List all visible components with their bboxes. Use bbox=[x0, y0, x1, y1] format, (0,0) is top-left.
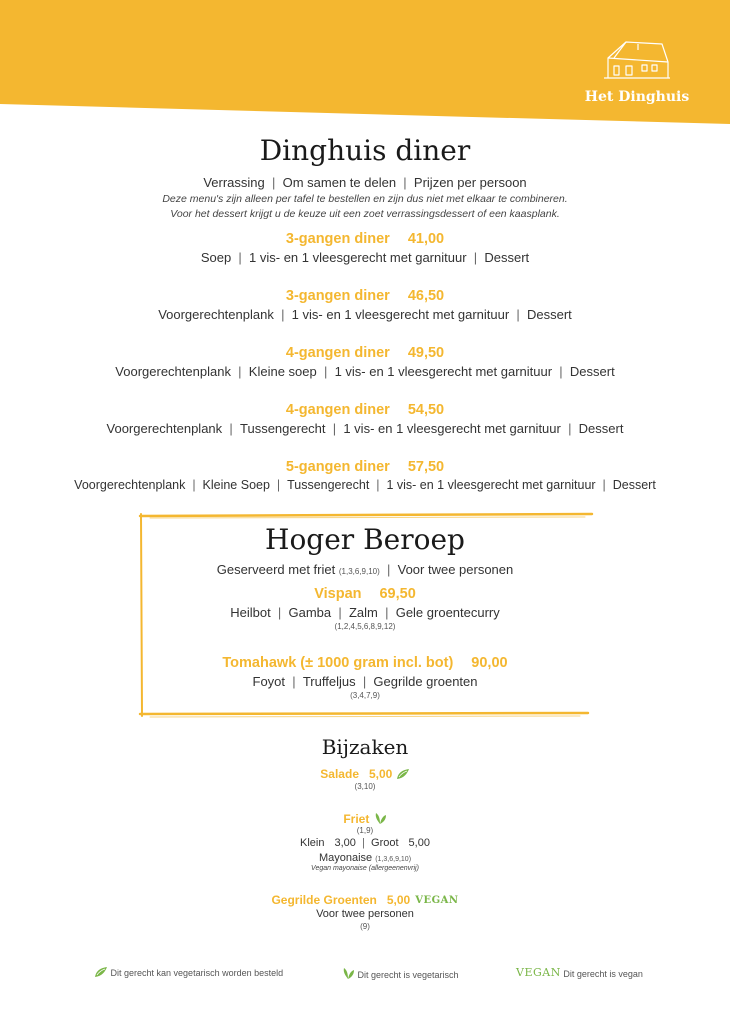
menu-price: 57,50 bbox=[407, 459, 445, 475]
menu-price: 49,50 bbox=[407, 345, 445, 361]
menu-4-desc: Voorgerechtenplank | Tussengerecht | 1 vis- en 1 vleesgerecht met garnituur | Dessert bbox=[106, 421, 624, 436]
can-vegetarian-icon bbox=[94, 966, 108, 980]
tomahawk-desc: Foyot | Truffeljus | Gegrilde groenten bbox=[252, 674, 478, 689]
groenten-desc: Voor twee personen bbox=[316, 908, 414, 920]
diner-note-1: Deze menu's zijn alleen per tafel te bestellen en zijn dus niet met elkaar te combineren. bbox=[162, 193, 568, 205]
menu-3-desc: Voorgerechtenplank | Kleine soep | 1 vis- en 1 vleesgerecht met garnituur | Dessert bbox=[115, 364, 615, 379]
bijzaken-title: Bijzaken bbox=[321, 735, 409, 759]
legend-text: Dit gerecht is vegan bbox=[563, 969, 643, 979]
dish-price: 90,00 bbox=[471, 655, 508, 671]
side-title: Friet bbox=[343, 812, 370, 826]
hoger-title: Hoger Beroep bbox=[265, 523, 465, 556]
legend-vegetarian bbox=[341, 966, 459, 982]
friet-vegan-mayo: Vegan mayonaise (allergeenenvrij) bbox=[311, 865, 419, 872]
legend-text: Dit gerecht is vegetarisch bbox=[357, 970, 459, 980]
salade-heading bbox=[0, 767, 730, 783]
side-title: Salade bbox=[320, 767, 359, 781]
subtitle-part: Om samen te delen bbox=[282, 175, 397, 190]
menu-title: 5-gangen diner bbox=[285, 459, 390, 475]
friet-mayo: Mayonaise (1,3,6,9,10) bbox=[318, 852, 412, 864]
menu-price: 46,50 bbox=[407, 288, 445, 304]
groenten-allergens: (9) bbox=[360, 922, 370, 931]
menu-1-heading bbox=[0, 231, 730, 247]
diner-subtitle: Verrassing | Om samen te delen | Prijzen per persoon bbox=[203, 175, 527, 190]
vispan-allergens: (1,2,4,5,6,8,9,12) bbox=[334, 622, 396, 631]
logo bbox=[582, 38, 692, 105]
menu-price: 54,50 bbox=[407, 402, 445, 418]
menu-title: 3-gangen diner bbox=[285, 231, 390, 247]
menu-1-desc: Soep | 1 vis- en 1 vleesgerecht met garnituur | Dessert bbox=[200, 250, 530, 265]
legend-can-vegetarian bbox=[94, 966, 283, 980]
salade-allergens: (3,10) bbox=[354, 782, 376, 791]
side-price: 5,00 bbox=[369, 767, 393, 781]
can-vegetarian-icon bbox=[396, 768, 410, 783]
menu-2-desc: Voorgerechtenplank | 1 vis- en 1 vleesgerecht met garnituur | Dessert bbox=[158, 307, 572, 322]
diner-note-2: Voor het dessert krijgt u de keuze uit een zoet verrassingsdessert of een kaasplank. bbox=[170, 208, 560, 220]
dish-title: Vispan bbox=[314, 586, 362, 602]
menu-2-heading bbox=[0, 288, 730, 304]
tomahawk-heading bbox=[0, 655, 730, 671]
vegetarian-icon bbox=[341, 966, 355, 982]
vegan-badge: VEGAN bbox=[415, 895, 459, 906]
menu-title: 4-gangen diner bbox=[285, 402, 390, 418]
friet-sizes: Klein 3,00 | Groot 5,00 bbox=[300, 837, 430, 849]
legend-text: Dit gerecht kan vegetarisch worden besteld bbox=[110, 968, 284, 978]
menu-3-heading bbox=[0, 345, 730, 361]
house-icon bbox=[602, 38, 672, 82]
hoger-subtitle: Geserveerd met friet (1,3,6,9,10) | Voor twee personen bbox=[216, 562, 514, 577]
menu-4-heading bbox=[0, 402, 730, 418]
dish-title: Tomahawk (± 1000 gram incl. bot) bbox=[222, 655, 454, 671]
side-title: Gegrilde Groenten bbox=[271, 893, 377, 907]
side-price: 5,00 bbox=[386, 893, 411, 907]
groenten-heading bbox=[0, 893, 730, 907]
friet-allergens: (1,9) bbox=[356, 826, 374, 835]
vispan-desc: Heilbot | Gamba | Zalm | Gele groentecurry bbox=[230, 605, 500, 620]
menu-5-heading bbox=[0, 459, 730, 475]
vispan-heading bbox=[0, 586, 730, 602]
subtitle-part: Prijzen per persoon bbox=[413, 175, 527, 190]
menu-title: 3-gangen diner bbox=[285, 288, 390, 304]
vegan-badge: VEGAN bbox=[516, 966, 561, 979]
menu-title: 4-gangen diner bbox=[285, 345, 390, 361]
brand-name: Het Dinghuis bbox=[584, 89, 690, 105]
legend-vegan bbox=[516, 966, 643, 979]
subtitle-part: Verrassing bbox=[203, 175, 265, 190]
diner-title: Dinghuis diner bbox=[259, 134, 471, 167]
dish-price: 69,50 bbox=[379, 586, 416, 602]
menu-price: 41,00 bbox=[407, 231, 445, 247]
tomahawk-allergens: (3,4,7,9) bbox=[350, 691, 380, 700]
menu-5-desc: Voorgerechtenplank | Kleine Soep | Tussengerecht | 1 vis- en 1 vleesgerecht met garnituur | Dessert bbox=[74, 478, 656, 492]
